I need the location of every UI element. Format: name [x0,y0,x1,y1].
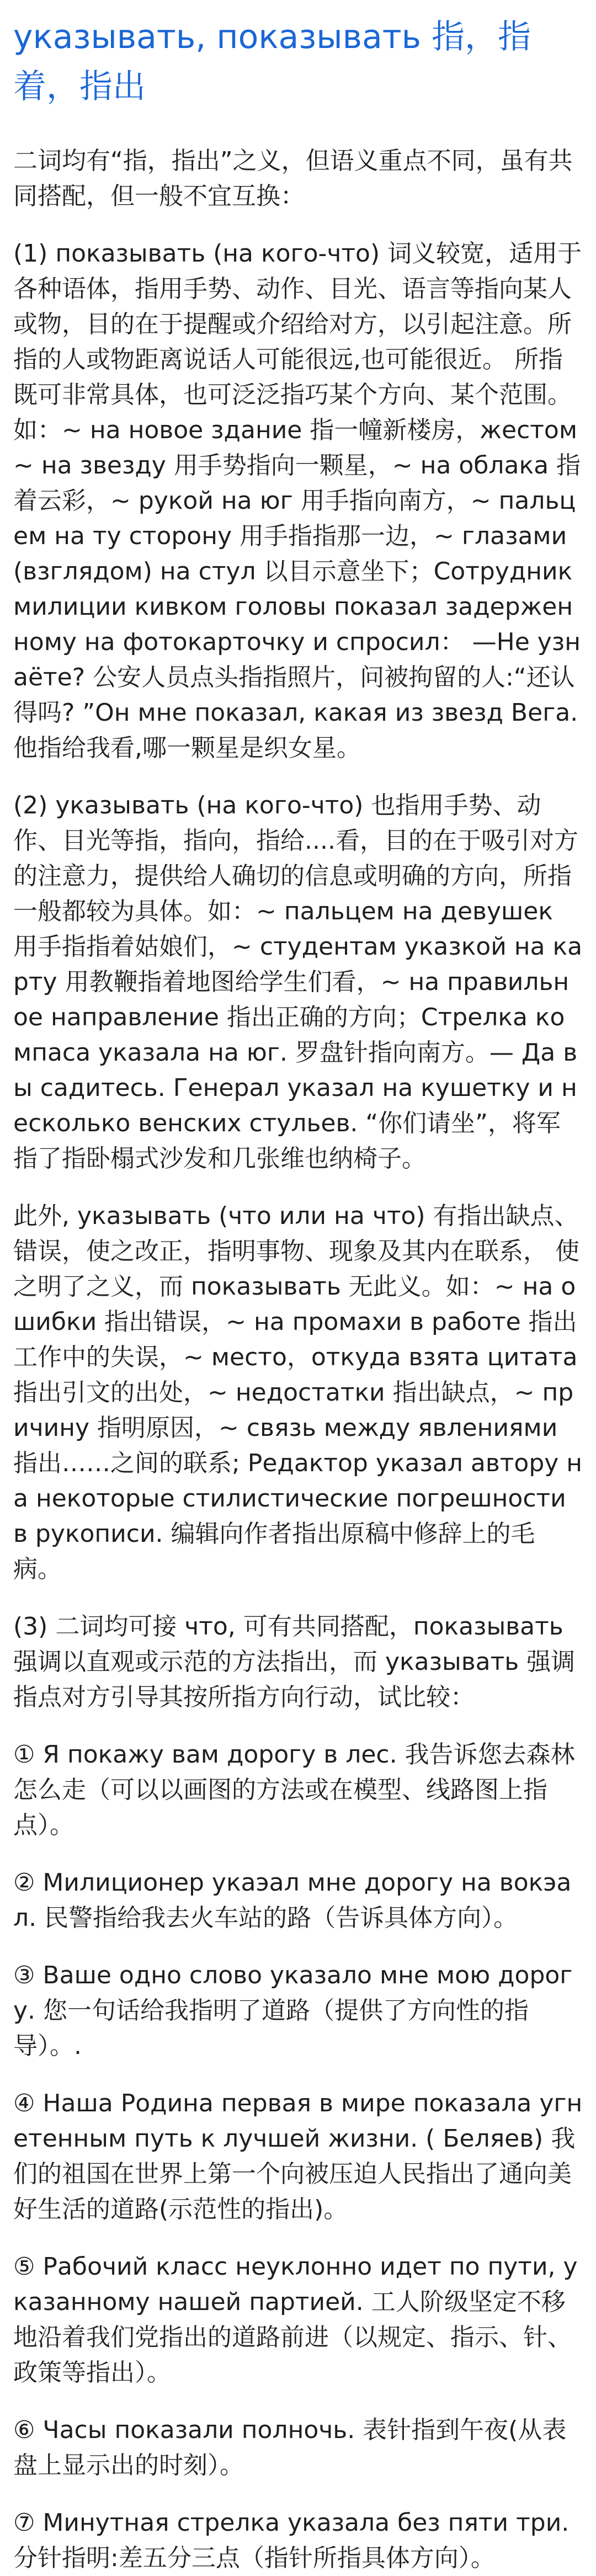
article-body [13,143,583,2576]
example-2: ② Милиционер укаэал мне дорогу на вокэал. 民警指给我去火车站的路（告诉具体方向）。 [13,1869,572,1932]
example-3: ③ Ваше одно слово указало мне мою дорогу. 您一句话给我指明了道路（提供了方向性的指导）。. [13,1961,573,2060]
paragraph-comparison-intro: (3) 二词均可接 что, 可有共同搭配，показывать 强调以直观或示范的方法指出，而 указывать 强调指点对方引导其按所指方向行动，试比较： [13,1612,576,1711]
paragraph-pokazyvat: (1) показывать (на кого-что) 词义较宽，适用于各种语体，指用手势、动作、目光、语言等指向某人或物，目的在于提醒或介绍给对方，以引起注意。所指的人或物距离说话人可能很远,也可能很近。 所指既可非常具体，也可泛泛指巧某个方向、某个范围。如：~ на новое здание 指一幢新楼房，жестом ~ на звезду 用手势指向一颗星，~ на облака 指着云彩，~ рукой на юг 用手指向南方，~ пальцем на ту сторону 用手指指那一边，~ глазами (взглядом) на стул 以目示意坐下；Сотрудник милиции кивком головы показал задерженному на фотокарточку и спросил： —Не узнаёте? 公安人员点头指指照片，问被拘留的人:“还认得吗? ”Он мне показал, какая из звезд Вега. 他指给我看,哪一颗星是织女星。 [13,239,582,762]
paragraph-ukazyvat: (2) указывать (на кого-что) 也指用手势、动作、目光等指，指向，指给....看，目的在于吸引对方的注意力，提供给人确切的信息或明确的方向，所指一般都较为具体。如：~ пальцем на девушек 用手指指着姑娘们，~ студентам указкой на карту 用教鞭指着地图给学生们看，~ на правильное направление 指出正确的方向；Стрелка компаса указала на юг. 罗盘针指向南方。— Да вы садитесь. Генерал указал на кушетку и несколько венских стульев. “你们请坐”，将军指了指卧榻式沙发和几张维也纳椅子。 [13,791,583,1173]
paragraph-intro: 二词均有“指，指出”之义，但语义重点不同，虽有共同搭配，但一般不宜互换： [13,147,573,210]
example-4: ④ Наша Родина первая в мире показала угнетенным путь к лучшей жизни. ( Беляев) 我们的祖国在世界上第一个向被压迫人民指出了通向美好生活的道路(示范性的指出)。 [13,2089,583,2223]
example-6: ⑥ Часы показали полночь. 表针指到午夜(从表盘上显示出的时刻）。 [13,2416,567,2479]
article-title: указывать, показывать 指，指着，指出 [13,18,531,106]
example-7: ⑦ Минутная стрелка указала без пяти три. 分针指明:差五分三点（指针所指具体方向）。 [13,2509,570,2572]
paragraph-additional-meaning: 此外, указывать (что или на что) 有指出缺点、错误，使之改正，指明事物、现象及其内在联系， 使之明了之义，而 показывать 无此义。如：~ на ошибки 指出错误，~ на промахи в работе 指出工作中的失误，~ место，откуда взята цитата 指出引文的出处，~ недостатки 指出缺点，~ причину 指明原因，~ связь между явлениями 指出……之间的联系; Редактор указал автору на некоторые стилистические погрешности в рукописи. 编辑向作者指出原稿中修辞上的毛病。 [13,1202,583,1583]
example-5: ⑤ Рабочий класс неуклонно идет по пути, указанному нашей партией. 工人阶级坚定不移地沿着我们党指出的道路前进（以规定、指示、针、政策等指出）。 [13,2253,578,2387]
example-1: ① Я покажу вам дорогу в лес. 我告诉您去森林怎么走（可以以画图的方法或在模型、线路图上指点）。 [13,1741,575,1839]
